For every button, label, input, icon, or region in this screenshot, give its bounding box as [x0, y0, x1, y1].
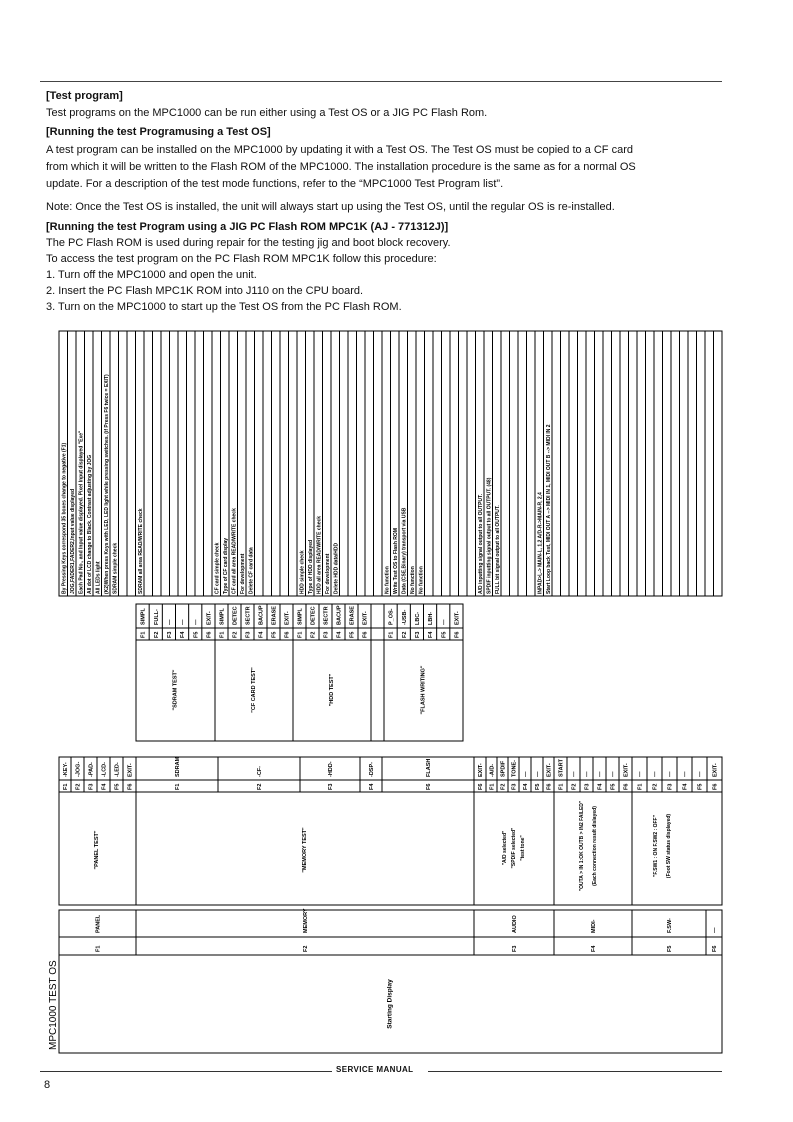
audio-screen-1: "A/D selected"	[502, 830, 508, 866]
cf-key-1: F1	[219, 631, 226, 638]
memory-key-3: F3	[328, 783, 334, 790]
page-number: 8	[44, 1079, 51, 1091]
top-key-2: F2	[303, 945, 309, 952]
top-key-3: F3	[512, 945, 518, 952]
sdram-key-3: F3	[166, 631, 173, 638]
fsw-screen-2: (Foot SW status displayed)	[666, 813, 672, 879]
description-2: JOG,FADER1,FADER2,Input value displayed	[69, 488, 76, 594]
sdram-screen: "SDRAM TEST"	[172, 669, 179, 711]
fsw-label-3: —	[667, 771, 674, 777]
top-label-3: AUDIO	[512, 915, 518, 933]
fsw-label-6: EXIT-	[712, 763, 719, 777]
memory-key-4: F4	[369, 783, 375, 790]
description-13: Delete CF card data	[248, 547, 255, 594]
audio-key-5: F4	[523, 783, 529, 790]
description-11: CF card all area READ/WRITE check	[231, 508, 238, 594]
memory-label-2: -CF-	[257, 766, 263, 777]
flash-screen: "FLASH WRITING"	[420, 665, 427, 715]
flash-label-4: LBH-	[428, 611, 435, 625]
cf-key-6: F6	[284, 631, 291, 638]
hdd-label-6: EXIT-	[362, 611, 369, 625]
description-16: HDD all area READ/WRITE check	[316, 515, 323, 594]
test-os-label: MPC1000 TEST OS	[48, 960, 59, 1050]
sdram-key-2: F2	[153, 631, 160, 638]
hdd-label-3: SECTR	[323, 606, 330, 625]
midi-key-1: F1	[558, 783, 565, 790]
fsw-key-1: F1	[637, 783, 644, 790]
sdram-key-6: F6	[206, 631, 213, 638]
hdd-key-6: F6	[362, 631, 369, 638]
audio-label-4: TONE-	[511, 759, 518, 777]
audio-label-7: EXIT-	[546, 763, 553, 777]
panel-key-3: F3	[88, 783, 95, 790]
description-5: All LEDs light	[95, 561, 102, 594]
description-20: Write Test OS to Flash ROM	[392, 528, 399, 594]
memory-label-3: -HDD-	[328, 761, 334, 777]
cf-key-4: F4	[258, 631, 265, 638]
cf-screen: "CF CARD TEST"	[251, 667, 257, 713]
step-3: 3. Turn on the MPC1000 to start up the Test OS from the PC Flash ROM.	[46, 301, 402, 313]
test-os-line-2: from which it will be written to the Flash ROM of the MPC1000. The installation procedure is the same as for a normal OS	[46, 161, 636, 173]
sdram-label-4: —	[180, 619, 187, 625]
panel-label-1: -KEY-	[63, 762, 69, 777]
fsw-label-5: —	[697, 771, 704, 777]
midi-label-5: —	[610, 771, 617, 777]
cf-label-5: ERASE	[271, 606, 278, 625]
procedure-intro: To access the test program on the PC Flash ROM MPC1K follow this procedure:	[46, 253, 437, 265]
top-label-6: —	[712, 927, 718, 933]
memory-label-4: -DSP-	[369, 762, 375, 777]
flash-key-1: F1	[388, 631, 395, 638]
panel-key-2: F2	[75, 783, 82, 790]
memory-screen: "MEMORY TEST"	[302, 827, 308, 873]
top-label-5: F.SW-	[667, 918, 673, 933]
description-9: CF card simple check	[214, 542, 221, 594]
hdd-screen: "HDD TEST"	[329, 673, 335, 707]
sdram-label-3: —	[166, 619, 173, 625]
description-22: No function	[409, 566, 416, 594]
hdd-label-5: ERASE	[349, 606, 356, 625]
step-2: 2. Insert the PC Flash MPC1K ROM into J110 on the CPU board.	[46, 285, 364, 297]
audio-label-2: -A/D-	[489, 763, 496, 777]
midi-screen-2: (Each connection result dislayed)	[592, 806, 598, 886]
panel-key-6: F6	[127, 783, 134, 790]
memory-key-2: F2	[257, 783, 263, 790]
jig-paragraph: The PC Flash ROM is used during repair for the testing jig and boot block recovery.	[46, 237, 451, 249]
sdram-label-5: —	[193, 619, 200, 625]
flash-label-2: -USB-	[401, 609, 408, 625]
flash-key-4: F4	[428, 631, 435, 638]
flash-label-1: P_OS-	[388, 608, 395, 625]
description-7: SDRAM simple check	[112, 542, 119, 594]
panel-label-3: -PAD-	[88, 762, 95, 777]
description-28: Start Loop back Test, MIDI OUT A --> MIDI IN 1, MIDI OUT B --> MIDI IN 2	[545, 424, 552, 594]
heading-test-program: [Test program]	[46, 90, 123, 102]
cf-key-2: F2	[232, 631, 239, 638]
hdd-label-4: BACUP	[336, 605, 343, 625]
panel-label-2: -JOG-	[75, 761, 82, 777]
top-key-1: F1	[95, 945, 102, 952]
description-24: A/D inputting signal output to all OUTPUT.	[477, 494, 484, 594]
flash-label-3: LBC-	[414, 611, 421, 625]
sdram-label-2: FULL-	[153, 609, 160, 625]
audio-screen-3: "test tone"	[520, 835, 526, 861]
top-key-6: F6	[712, 945, 718, 952]
memory-key-5: F6	[426, 783, 432, 790]
midi-label-6: EXIT-	[623, 763, 630, 777]
description-17: For development	[324, 553, 331, 594]
midi-key-4: F4	[597, 783, 604, 790]
step-1: 1. Turn off the MPC1000 and open the unit.	[46, 269, 257, 281]
intro-paragraph: Test programs on the MPC1000 can be run either using a Test OS or a JIG PC Flash Rom.	[46, 107, 488, 119]
description-19: No function	[384, 566, 391, 594]
description-8: SDRAM all area READ/WRITE check	[137, 508, 144, 594]
description-23: No function	[418, 566, 425, 594]
audio-label-6: —	[535, 771, 541, 777]
audio-label-1: EXIT-	[478, 763, 484, 777]
description-25: SPDIF inputting signal output to all OUTPUT. (48)	[486, 477, 493, 594]
midi-key-6: F6	[623, 783, 630, 790]
audio-label-5: —	[523, 771, 529, 777]
flash-label-6: EXIT-	[454, 611, 461, 625]
flash-key-5: F5	[441, 631, 448, 638]
hdd-key-3: F3	[323, 631, 330, 638]
description-6: (K2)When press Keys with LED, LED light while pressing switches. (if Press F6 twice = EXIT)	[103, 374, 110, 594]
panel-label-6: EXIT-	[127, 763, 134, 777]
description-15: Type of HDD displayed	[307, 539, 314, 594]
footer-rule-left	[40, 1071, 332, 1072]
fsw-key-2: F2	[652, 783, 659, 790]
description-4: All dot of LCD change to Black. Contrast adjusting by JOG	[86, 454, 93, 594]
panel-label-5: -LED-	[114, 762, 121, 777]
hdd-key-5: F5	[349, 631, 356, 638]
cf-label-2: DETEC	[232, 606, 239, 625]
fsw-key-6: F6	[712, 783, 719, 790]
flash-label-5: —	[441, 619, 448, 625]
sdram-key-4: F4	[180, 631, 187, 638]
fsw-key-3: F3	[667, 783, 674, 790]
memory-key-1: F1	[175, 783, 181, 790]
panel-screen: "PANEL TEST"	[94, 830, 100, 870]
flash-key-2: F2	[401, 631, 408, 638]
audio-key-2: F1	[489, 783, 496, 790]
description-18: Delete HDD data/HDD	[333, 542, 340, 594]
sdram-key-5: F5	[193, 631, 200, 638]
midi-label-1: START	[558, 759, 565, 777]
footer-rule-right	[428, 1071, 722, 1072]
cf-key-5: F5	[271, 631, 278, 638]
top-key-4: F4	[591, 945, 597, 952]
midi-label-4: —	[597, 771, 604, 777]
memory-label-5: FLASH	[426, 758, 432, 777]
test-os-line-3: update. For a description of the test mode functions, refer to the “MPC1000 Test Program list”.	[46, 178, 504, 190]
midi-label-3: —	[584, 771, 591, 777]
audio-key-4: F3	[511, 783, 518, 790]
sdram-key-1: F1	[140, 631, 147, 638]
description-26: FULL bit signal output to all OUTPUT.	[494, 505, 501, 594]
cf-label-3: SECTR	[245, 606, 252, 625]
fsw-label-2: —	[652, 771, 659, 777]
fsw-label-4: —	[682, 771, 689, 777]
midi-key-2: F2	[571, 783, 578, 790]
hdd-label-2: DETEC	[310, 606, 317, 625]
description-10: Type of CF card display	[222, 537, 229, 594]
top-label-1: PANEL	[95, 914, 102, 933]
audio-key-7: F6	[546, 783, 553, 790]
panel-key-5: F5	[114, 783, 121, 790]
sdram-label-1: SIMPL	[140, 608, 147, 625]
cf-label-6: EXIT-	[284, 611, 291, 625]
audio-key-6: F5	[535, 783, 541, 790]
midi-key-5: F5	[610, 783, 617, 790]
flash-key-3: F3	[414, 631, 421, 638]
panel-label-4: -LCD-	[101, 762, 108, 777]
panel-key-1: F1	[63, 783, 69, 790]
description-27: INPAD>L-> MAIN-L, 1,2 A/D-R->MAIN-R, 2,4	[537, 492, 544, 594]
description-14: HDD simple check	[299, 550, 306, 594]
starting-display: Starting Display	[386, 979, 394, 1029]
midi-label-2: —	[571, 771, 578, 777]
fsw-screen-1: "F.SW1 : ON F.SW2 : OFF"	[653, 815, 659, 877]
audio-label-3: SPDIF	[500, 760, 507, 777]
memory-label-1: SDRAM	[175, 756, 181, 777]
fsw-key-5: F5	[697, 783, 704, 790]
top-key-5: F5	[667, 945, 673, 952]
sdram-label-6: EXIT-	[206, 611, 213, 625]
midi-key-3: F3	[584, 783, 591, 790]
hdd-key-4: F4	[336, 631, 343, 638]
cf-label-1: SIMPL	[219, 608, 226, 625]
cf-key-3: F3	[245, 631, 252, 638]
fsw-label-1: —	[637, 771, 644, 777]
hdd-key-2: F2	[310, 631, 317, 638]
cf-label-4: BACUP	[258, 605, 265, 625]
fsw-key-4: F4	[682, 783, 689, 790]
submenu-table	[59, 757, 722, 905]
audio-screen-2: "SPDIF selected"	[511, 827, 517, 869]
audio-key-3: F2	[500, 783, 507, 790]
hdd-key-1: F1	[297, 631, 304, 638]
audio-key-1: F6	[478, 783, 484, 790]
top-label-4: MIDI-	[591, 919, 597, 933]
top-label-2: MEMORY	[303, 908, 309, 933]
description-1: By Pressing Keys correspond 35 boxes change to negative (F1)	[61, 442, 68, 594]
description-21: Data (CSE,Binary) transport via USB	[401, 507, 408, 594]
panel-key-4: F4	[101, 783, 108, 790]
footer-label: SERVICE MANUAL	[336, 1065, 414, 1074]
flash-key-6: F6	[454, 631, 461, 638]
description-3: Each Pad No., and Input value displayed. Pixel Input displayed "Exe"	[78, 430, 85, 594]
test-os-line-1: A test program can be installed on the MPC1000 by updating it with a Test OS. The Test OS must be copied to a CF card	[46, 144, 633, 156]
hdd-label-1: SIMPL	[297, 608, 304, 625]
description-12: For development	[239, 553, 246, 594]
heading-test-os: [Running the test Programusing a Test OS]	[46, 126, 271, 138]
note: Note: Once the Test OS is installed, the unit will always start up using the Test OS, until the regular OS is re-installed.	[46, 201, 615, 213]
midi-screen-1: "OUTA > IN 1:OK OUTB > IN2 FAILED"	[579, 800, 585, 892]
heading-jig: [Running the test Program using a JIG PC Flash ROM MPC1K (AJ - 771312J)]	[46, 221, 449, 233]
